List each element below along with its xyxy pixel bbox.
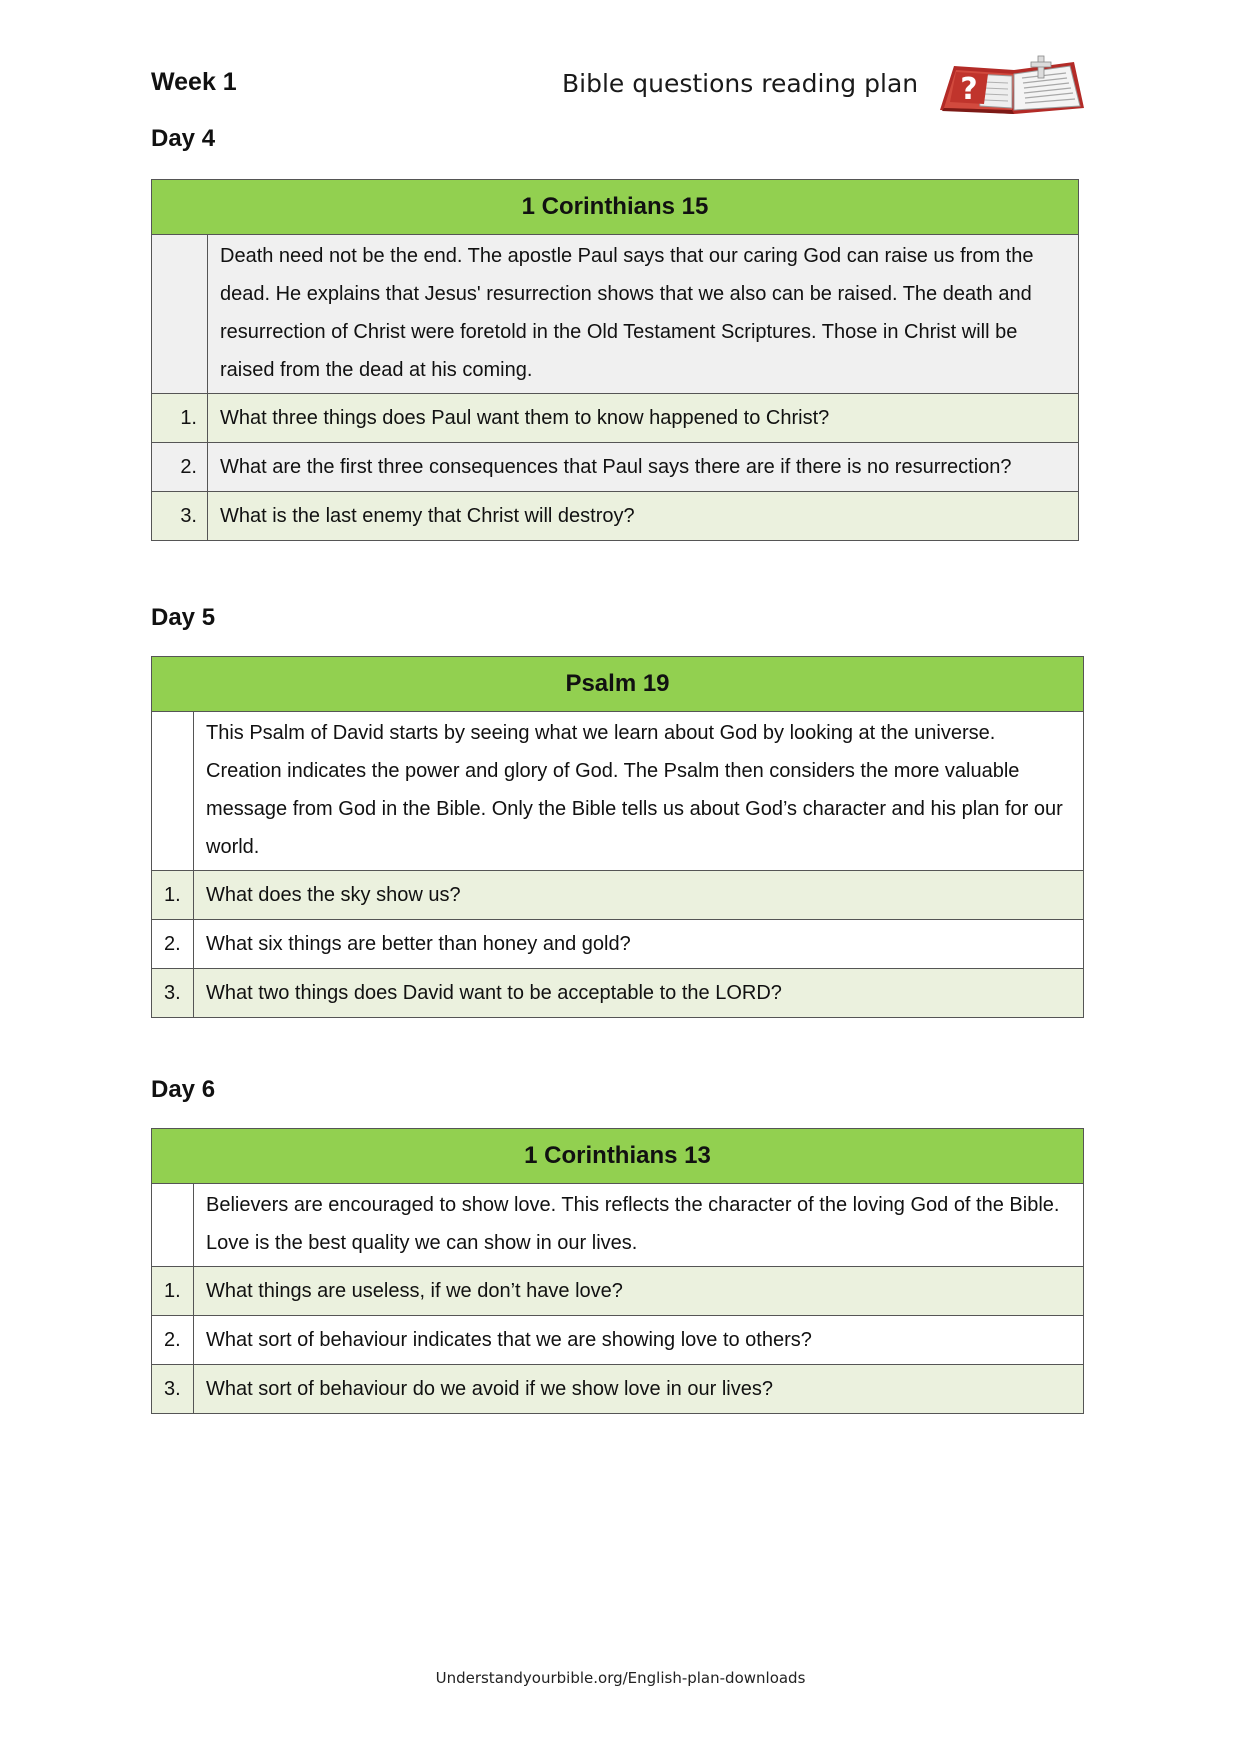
question-number: 3. <box>152 969 194 1018</box>
question-number: 2. <box>152 443 208 492</box>
intro-row <box>152 1184 1084 1267</box>
question-text: What sort of behaviour do we avoid if we show love in our lives? <box>194 1365 1084 1414</box>
question-number: 2. <box>152 1316 194 1365</box>
question-row <box>152 1365 1084 1414</box>
question-row <box>152 969 1084 1018</box>
question-number: 1. <box>152 871 194 920</box>
intro-text: Believers are encouraged to show love. This reflects the character of the loving God of the Bible. Love is the best quality we can show in our lives. <box>194 1184 1084 1267</box>
question-text: What sort of behaviour indicates that we are showing love to others? <box>194 1316 1084 1365</box>
blank-cell <box>152 235 208 394</box>
plan-title: Bible questions reading plan <box>562 69 919 98</box>
day-heading: Day 4 <box>151 125 216 152</box>
intro-text: This Psalm of David starts by seeing what we learn about God by looking at the universe. Creation indicates the power and glory of God. The Psalm then considers the more valuable message from God in the Bible. Only the Bible tells us about God’s character and his plan for our world. <box>194 712 1084 871</box>
question-text: What is the last enemy that Christ will destroy? <box>208 492 1079 541</box>
question-number: 1. <box>152 394 208 443</box>
question-row <box>152 394 1079 443</box>
day-heading: Day 6 <box>151 1076 216 1103</box>
reading-table <box>151 179 1079 541</box>
bible-question-book-icon <box>934 52 1088 116</box>
question-row <box>152 443 1079 492</box>
passage-title: 1 Corinthians 13 <box>152 1129 1084 1184</box>
question-text: What six things are better than honey and gold? <box>194 920 1084 969</box>
intro-text: Death need not be the end. The apostle Paul says that our caring God can raise us from the dead. He explains that Jesus' resurrection shows that we also can be raised. The death and resurrection of Christ were foretold in the Old Testament Scriptures. Those in Christ will be raised from the dead at his coming. <box>208 235 1079 394</box>
question-number: 2. <box>152 920 194 969</box>
day-heading: Day 5 <box>151 604 216 631</box>
question-number: 3. <box>152 1365 194 1414</box>
intro-row <box>152 712 1084 871</box>
question-text: What are the first three consequences that Paul says there are if there is no resurrection? <box>208 443 1079 492</box>
question-number: 3. <box>152 492 208 541</box>
blank-cell <box>152 712 194 871</box>
question-row <box>152 1316 1084 1365</box>
question-row <box>152 492 1079 541</box>
intro-row <box>152 235 1079 394</box>
passage-title: 1 Corinthians 15 <box>152 180 1079 235</box>
question-number: 1. <box>152 1267 194 1316</box>
question-row <box>152 871 1084 920</box>
question-row <box>152 920 1084 969</box>
question-row <box>152 1267 1084 1316</box>
question-text: What three things does Paul want them to know happened to Christ? <box>208 394 1079 443</box>
reading-table <box>151 656 1084 1018</box>
passage-title: Psalm 19 <box>152 657 1084 712</box>
question-text: What two things does David want to be acceptable to the LORD? <box>194 969 1084 1018</box>
question-text: What does the sky show us? <box>194 871 1084 920</box>
question-text: What things are useless, if we don’t have love? <box>194 1267 1084 1316</box>
footer-url: Understandyourbible.org/English-plan-downloads <box>435 1669 806 1687</box>
blank-cell <box>152 1184 194 1267</box>
svg-text:?: ? <box>960 72 978 107</box>
reading-table <box>151 1128 1084 1414</box>
week-label: Week 1 <box>151 68 237 96</box>
